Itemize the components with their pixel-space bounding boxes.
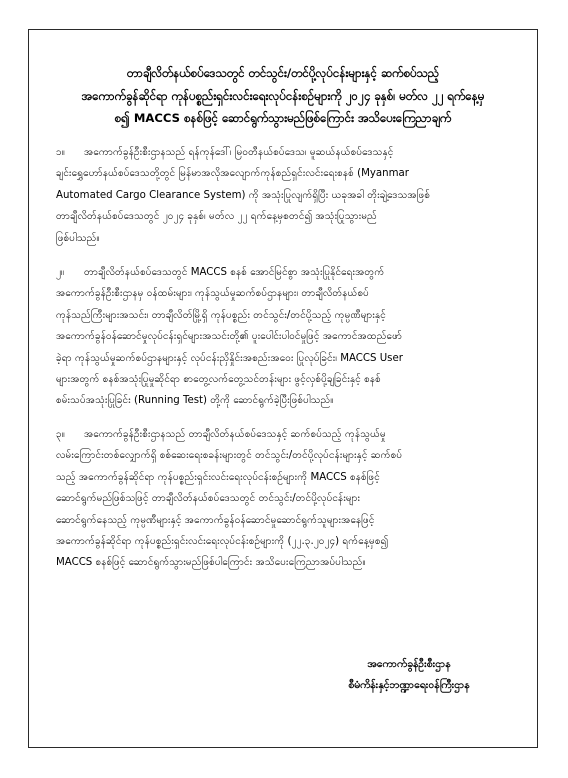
- title-line: တာချီလိတ်နယ်စပ်ဒေသတွင် တင်သွင်း/တင်ပို့လုပ်ငန်းများနှင့် ဆက်စပ်သည့်: [126, 66, 440, 80]
- paragraph-line: Automated Cargo Clearance System) ကို အသုံးပြုလျက်ရှိပြီး ယခုအခါ တိုးချဲ့ဒေသအဖြစ်: [56, 189, 431, 201]
- paragraph-2: [56, 262, 516, 412]
- paragraph-line: ဆောင်ရွက်မည်ဖြစ်သဖြင့် တာချီလိတ်နယ်စပ်ဒေသတွင် တင်သွင်း/တင်ပို့လုပ်ငန်းများ: [56, 493, 361, 505]
- paragraph-line: လမ်းကြောင်းတစ်လျှောက်ရှိ စစ်ဆေးရေးစခန်းများတွင် တင်သွင်း/တင်ပို့လုပ်ငန်းများနှင့် ဆက်စပ်: [56, 450, 403, 462]
- paragraph-line: စမ်းသပ်အသုံးပြုခြင်း (Running Test) တို့ကို ဆောင်ရွက်ခဲ့ပြီးဖြစ်ပါသည်။: [56, 395, 334, 407]
- paragraph-line: ၁။ အကောက်ခွန်ဦးစီးဌာနသည် ရန်ကုန်ဒေါ်၊ မြဝတီနယ်စပ်ဒေသ၊ မူဆယ်နယ်စပ်ဒေသနှင့်: [56, 142, 516, 163]
- announcement-title: [40, 62, 526, 130]
- signature-block: [300, 654, 518, 696]
- paragraph-number: ၁။: [56, 147, 65, 158]
- paragraph-line: အကောက်ခွန်ဦးစီးဌာနမှ ဝန်ထမ်းများ၊ ကုန်သွယ်မှုဆက်စပ်ဌာနများ၊ တာချီလိတ်နယ်စပ်: [56, 288, 369, 300]
- paragraph-line: တာချီလိတ်နယ်စပ်ဒေသတွင် ၂၀၂၄ ခုနှစ်၊ မတ်လ ၂၂ ရက်နေ့မှစတင်၍ အသုံးပြုသွားမည်: [56, 211, 377, 223]
- paragraph-1: [56, 142, 516, 249]
- paragraph-line: MACCS စနစ်ဖြင့် ဆောင်ရွက်သွားမည်ဖြစ်ပါကြောင်း အသိပေးကြေညာအပ်ပါသည်။: [56, 557, 366, 569]
- signature-department: အကောက်ခွန်ဦးစီးဌာန: [367, 658, 451, 670]
- paragraph-number: ၂။: [56, 267, 65, 278]
- paragraph-line: ချင်းရွှေဟော်နယ်စပ်ဒေသတို့တွင် မြန်မာအလိုအလျောက်ကုန်စည်ရှင်းလင်းရေးစနစ် (Myanmar: [56, 168, 409, 180]
- paragraph-line: သည့် အကောက်ခွန်ဆိုင်ရာ ကုန်ပစ္စည်းရှင်းလင်းရေးလုပ်ငန်းစဉ်များကို MACCS စနစ်ဖြင့်: [56, 471, 380, 483]
- signature-ministry: စီမံကိန်းနှင့်ဘဏ္ဍာရေးဝန်ကြီးဌာန: [348, 679, 470, 691]
- paragraph-line: ဆောင်ရွက်နေသည့် ကုမ္ပဏီများနှင့် အကောက်ခွန်ဝန်ဆောင်မှုဆောင်ရွက်သူများအနေဖြင့်: [56, 514, 375, 526]
- paragraph-3: [56, 424, 516, 574]
- paragraph-line: ခဲ့ရာ ကုန်သွယ်မှုဆက်စပ်ဌာနများနှင့် လုပ်ငန်းညှိနှိုင်းအစည်းအဝေး ပြုလုပ်ခြင်း၊ MACCS User: [56, 352, 403, 364]
- paragraph-line: များအတွက် စနစ်အသုံးပြုမှုဆိုင်ရာ စာတွေ့လက်တွေ့သင်တန်းများ ဖွင့်လှစ်ပို့ချခြင်းနှင့် စနစ်: [56, 374, 381, 386]
- paragraph-line: ကုန်သည်ကြီးများအသင်း၊ တာချီလိတ်မြို့ရှိ ကုန်ပစ္စည်း တင်သွင်း/တင်ပို့သည့် ကုမ္ပဏီများနှင့်: [56, 309, 386, 321]
- paragraph-line: အကောက်ခွန်ဆိုင်ရာ ကုန်ပစ္စည်းရှင်းလင်းရေးလုပ်ငန်းစဉ်များကို (၂၂.၃.၂၀၂၄) ရက်နေ့မှစ၍: [56, 536, 389, 548]
- paragraph-number: ၃။: [56, 429, 65, 440]
- paragraph-line: ဖြစ်ပါသည်။: [56, 232, 100, 244]
- title-line: စ၍ MACCS စနစ်ဖြင့် ဆောင်ရွက်သွားမည်ဖြစ်ကြောင်း အသိပေးကြေညာချက်: [114, 111, 452, 125]
- paragraph-line: အကောက်ခွန်ဝန်ဆောင်မှုလုပ်ငန်းရှင်များအသင်းတို့၏ ပူးပေါင်းပါဝင်မှုဖြင့် အကောင်အထည်ဖော်: [56, 331, 403, 343]
- paragraph-line: ၂။ တာချီလိတ်နယ်စပ်ဒေသတွင် MACCS စနစ် အောင်မြင်စွာ အသုံးပြုနိုင်ရေးအတွက်: [56, 262, 516, 283]
- paragraph-line: ၃။ အကောက်ခွန်ဦးစီးဌာနသည် တာချီလိတ်နယ်စပ်ဒေသနှင့် ဆက်စပ်သည့် ကုန်သွယ်မှု: [56, 424, 516, 445]
- title-line: အကောက်ခွန်ဆိုင်ရာ ကုန်ပစ္စည်းရှင်းလင်းရေးလုပ်ငန်းစဉ်များကို ၂၀၂၄ ခုနှစ်၊ မတ်လ ၂၂ ရက်နေ့မှ: [81, 88, 485, 103]
